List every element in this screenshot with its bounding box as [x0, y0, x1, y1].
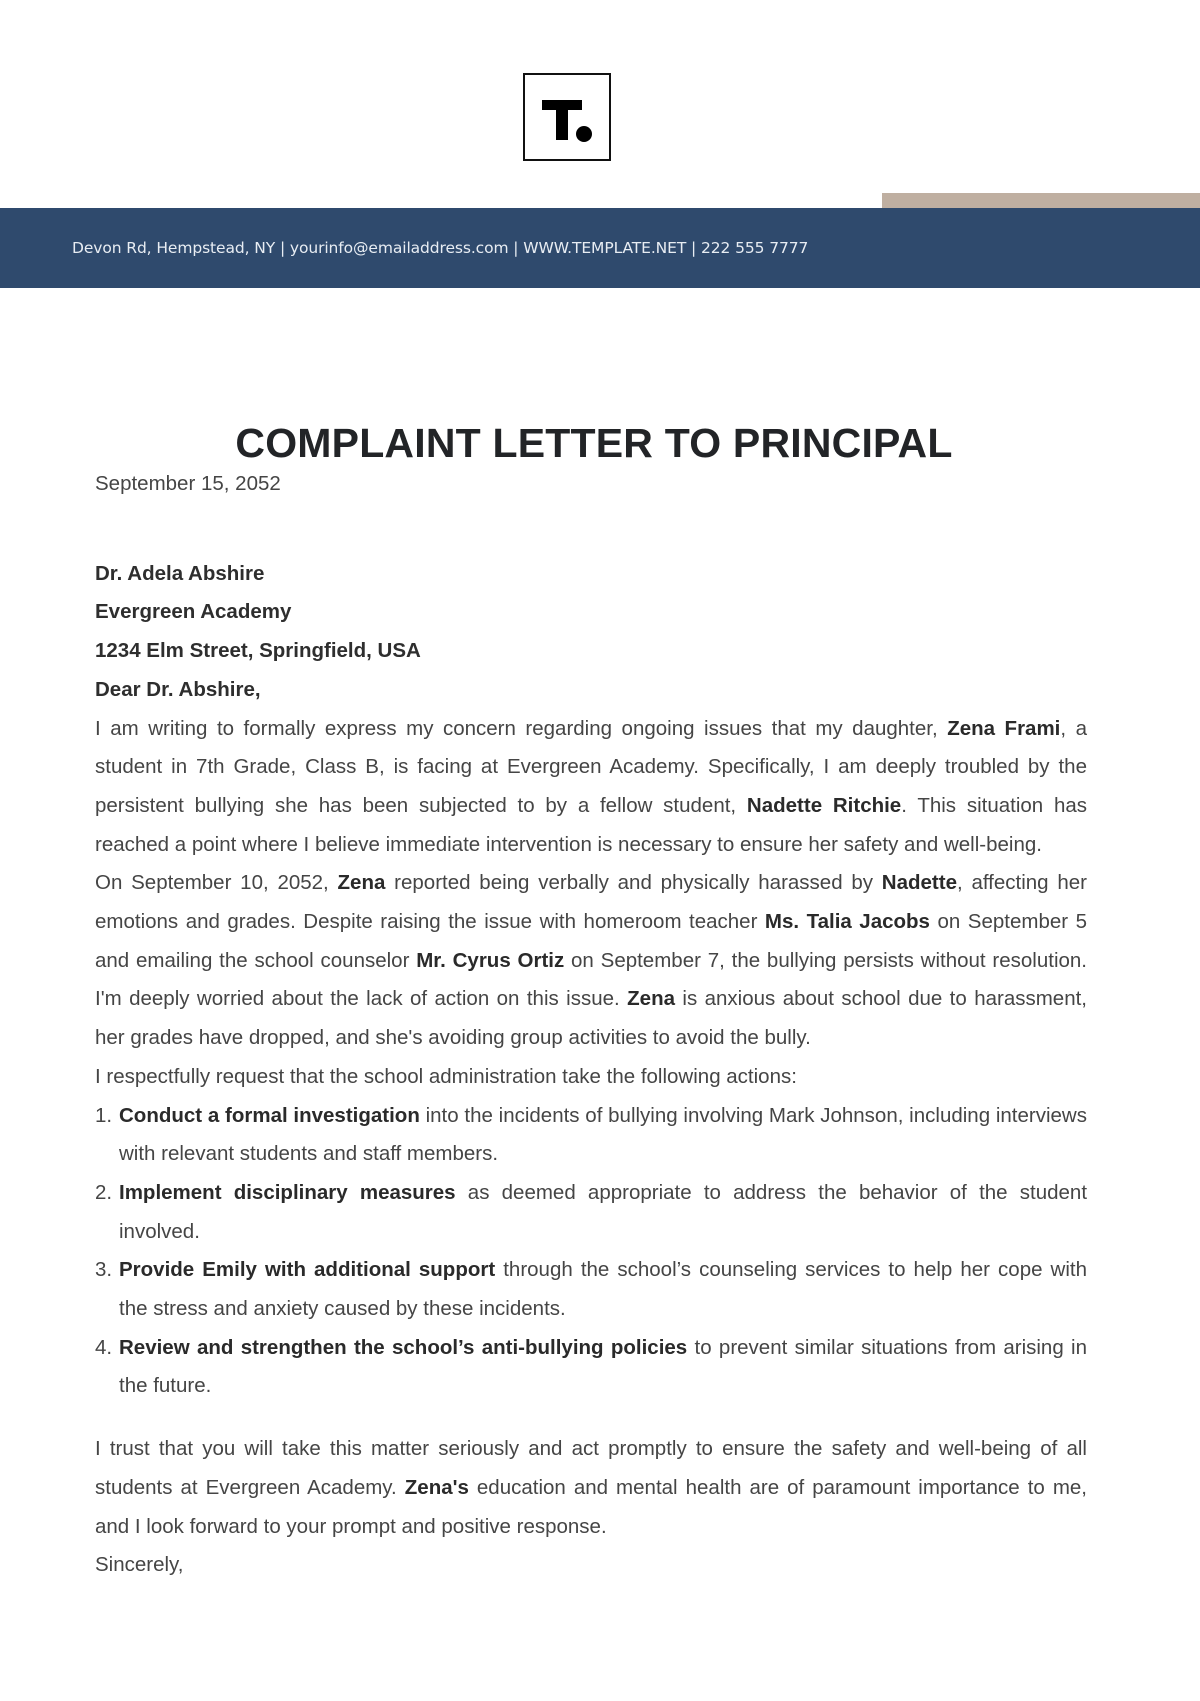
recipient-name: Dr. Adela Abshire: [95, 561, 265, 585]
signoff: Sincerely,: [95, 1553, 184, 1577]
action-text: into the incidents of bullying involving Mark Johnson, including interviews with relevant students and staff members.: [119, 1103, 1087, 1166]
student-name: Zena's: [404, 1475, 469, 1499]
action-text: to prevent similar situations from arising in the future.: [119, 1335, 1087, 1398]
action-item: [95, 1174, 1088, 1251]
document-title: COMPLAINT LETTER TO PRINCIPAL: [235, 420, 953, 467]
list-number: 2.: [95, 1180, 113, 1204]
template-logo: [523, 73, 611, 161]
list-number: 1.: [95, 1103, 113, 1127]
bully-name: Nadette: [881, 871, 957, 895]
action-item: [95, 1329, 1087, 1406]
list-number: 3.: [95, 1258, 113, 1282]
text: I trust that you will take this matter seriously and act promptly to ensure the safety and well-being of all students at Evergreen Academy.: [95, 1437, 1087, 1499]
recipient-school: Evergreen Academy: [95, 600, 292, 624]
action-title: Conduct a formal investigation: [119, 1103, 420, 1127]
salutation: Dear Dr. Abshire,: [95, 677, 261, 701]
teacher-name: Ms. Talia Jacobs: [764, 910, 930, 934]
action-item: [95, 1251, 1088, 1328]
text: on September 5 and emailing the school counselor: [95, 910, 1087, 972]
contact-banner: [0, 208, 1200, 288]
action-item: [95, 1097, 1087, 1174]
text: , a student in 7th Grade, Class B, is facing at Evergreen Academy. Specifically, I am deeply troubled by the persistent bullying she has been subjected to by a fellow student,: [95, 716, 1087, 817]
counselor-name: Mr. Cyrus Ortiz: [416, 948, 565, 972]
action-text: through the school’s counseling services to help her cope with the stress and anxiety caused by these incidents.: [119, 1258, 1088, 1321]
student-name: Zena: [337, 871, 386, 895]
letter-body: [95, 465, 1087, 1585]
text: is anxious about school due to harassment, her grades have dropped, and she's avoiding group activities to avoid the bully.: [95, 987, 1087, 1050]
action-title: Implement disciplinary measures: [119, 1180, 456, 1204]
text: On September 10, 2052,: [95, 871, 338, 895]
contact-info: Devon Rd, Hempstead, NY | yourinfo@emailaddress.com | WWW.TEMPLATE.NET | 222 555 7777: [72, 239, 809, 257]
text: I am writing to formally express my concern regarding ongoing issues that my daughter,: [95, 716, 948, 740]
accent-strip: [882, 193, 1200, 208]
student-name: Zena Frami: [947, 716, 1061, 740]
student-name: Zena: [627, 987, 675, 1011]
action-title: Provide Emily with additional support: [119, 1258, 496, 1282]
list-number: 4.: [95, 1335, 113, 1359]
text: education and mental health are of paramount importance to me, and I look forward to your prompt and positive response.: [95, 1475, 1087, 1538]
action-title: Review and strengthen the school’s anti-bullying policies: [119, 1335, 688, 1359]
action-text: as deemed appropriate to address the behavior of the student involved.: [119, 1180, 1088, 1243]
action-list: [95, 1097, 1087, 1407]
bully-name: Nadette Ritchie: [746, 793, 902, 817]
letter-date: September 15, 2052: [95, 472, 281, 495]
paragraph-intro: [95, 710, 1087, 865]
text: reported being verbally and physically harassed by: [385, 871, 882, 895]
request-intro: I respectfully request that the school administration take the following actions:: [95, 1064, 797, 1088]
text: . This situation has reached a point where I believe immediate intervention is necessary to ensure her safety and well-being.: [95, 793, 1088, 856]
text: on September 7, the bullying persists without resolution. I'm deeply worried about the lack of action on this issue.: [95, 948, 1088, 1011]
recipient-address: 1234 Elm Street, Springfield, USA: [95, 639, 421, 663]
closing-paragraph: [95, 1430, 1087, 1546]
text: , affecting her emotions and grades. Despite raising the issue with homeroom teacher: [95, 871, 1087, 934]
logo-t-icon: [525, 75, 609, 159]
paragraph-incidents: [95, 864, 1087, 1058]
